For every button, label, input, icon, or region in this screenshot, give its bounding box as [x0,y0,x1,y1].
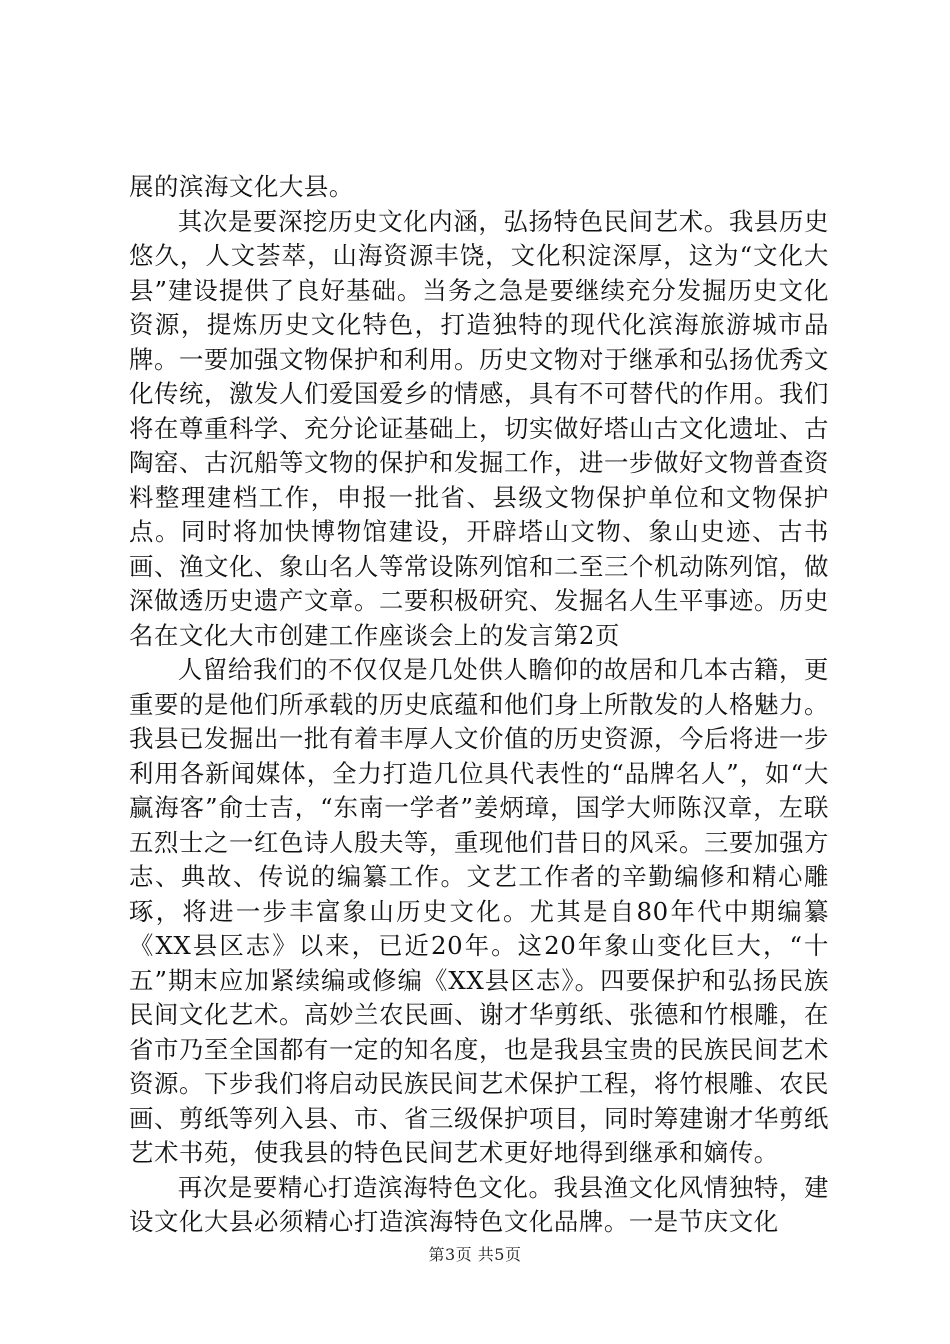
paragraph-2: 其次是要深挖历史文化内涵，弘扬特色民间艺术。我县历史悠久，人文荟萃，山海资源丰饶，文化积淀深厚，这为“文化大县”建设提供了良好基础。当务之急是要继续充分发掘历史文化资源，提炼历史文化特色，打造独特的现代化滨海旅游城市品牌。一要加强文物保护和利用。历史文物对于继承和弘扬优秀文化传统，激发人们爱国爱乡的情感，具有不可替代的作用。我们将在尊重科学、充分论证基础上，切实做好塔山古文化遗址、古陶窑、古沉船等文物的保护和发掘工作，进一步做好文物普查资料整理建档工作，申报一批省、县级文物保护单位和文物保护点。同时将加快博物馆建设，开辟塔山文物、象山史迹、古书画、渔文化、象山名人等常设陈列馆和二至三个机动陈列馆，做深做透历史遗产文章。二要积极研究、发掘名人生平事迹。历史名在文化大市创建工作座谈会上的发言第2页 [129,206,829,650]
paragraph-4: 再次是要精心打造滨海特色文化。我县渔文化风情独特，建设文化大县必须精心打造滨海特色文化品牌。一是节庆文化 [129,1172,829,1236]
paragraph-1: 展的滨海文化大县。 [129,172,354,201]
page-number-label: 第3页 共5页 [428,1245,522,1264]
paragraph-3: 人留给我们的不仅仅是几处供人瞻仰的故居和几本古籍，更重要的是他们所承载的历史底蕴和他们身上所散发的人格魅力。我县已发掘出一批有着丰厚人文价值的历史资源，今后将进一步利用各新闻媒体，全力打造几位具代表性的“品牌名人”，如“大赢海客”俞士吉，“东南一学者”姜炳璋，国学大师陈汉章，左联五烈士之一红色诗人殷夫等，重现他们昔日的风采。三要加强方志、典故、传说的编纂工作。文艺工作者的辛勤编修和精心雕琢，将进一步丰富象山历史文化。尤其是自80年代中期编纂《XX县区志》以来，已近20年。这20年象山变化巨大，“十五”期末应加紧续编或修编《XX县区志》。四要保护和弘扬民族民间文化艺术。高妙兰农民画、谢才华剪纸、张德和竹根雕，在省市乃至全国都有一定的知名度，也是我县宝贵的民族民间艺术资源。下步我们将启动民族民间艺术保护工程，将竹根雕、农民画、剪纸等列入县、市、省三级保护项目，同时筹建谢才华剪纸艺术书苑，使我县的特色民间艺术更好地得到继承和嫡传。 [129,655,829,1167]
page-footer [0,1242,950,1265]
document-body [129,170,829,1240]
